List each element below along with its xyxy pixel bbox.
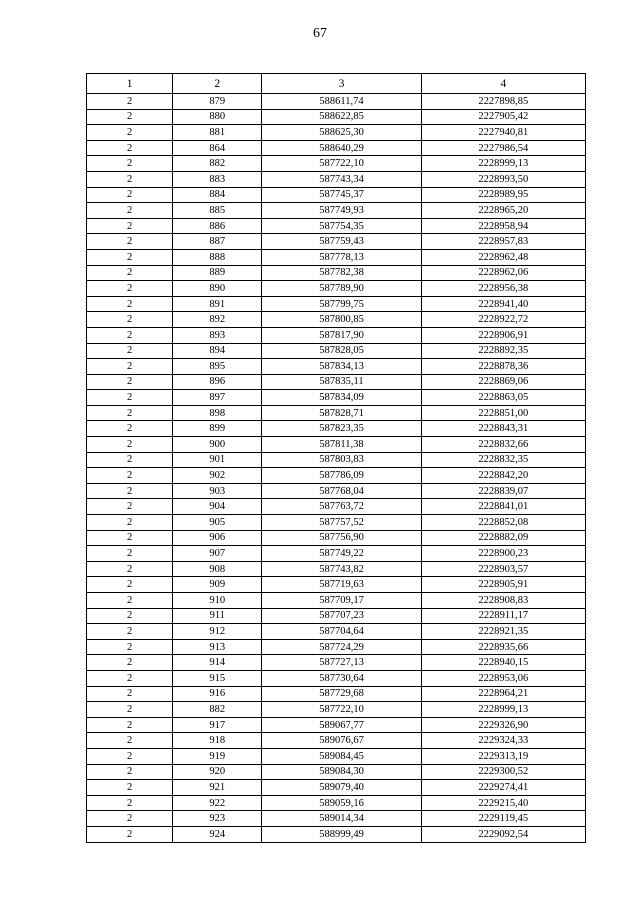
table-cell-col-1: 2	[87, 748, 173, 764]
table-cell-col-4: 2228922,72	[421, 312, 585, 328]
table-cell-col-2: 917	[173, 717, 262, 733]
table-cell-col-2: 909	[173, 577, 262, 593]
table-cell-col-4: 2228832,35	[421, 452, 585, 468]
table-cell-col-4: 2228841,01	[421, 499, 585, 515]
table-cell-col-3: 587768,04	[262, 483, 421, 499]
table-cell-col-3: 587834,09	[262, 390, 421, 406]
table-cell-col-3: 587709,17	[262, 593, 421, 609]
table-row	[87, 94, 586, 110]
table-cell-col-4: 2228892,35	[421, 343, 585, 359]
table-row	[87, 655, 586, 671]
table-cell-col-3: 587763,72	[262, 499, 421, 515]
table-row	[87, 593, 586, 609]
table-cell-col-1: 2	[87, 624, 173, 640]
table-row	[87, 733, 586, 749]
table-cell-col-3: 587722,10	[262, 156, 421, 172]
table-cell-col-3: 587707,23	[262, 608, 421, 624]
table-cell-col-2: 897	[173, 390, 262, 406]
table-row	[87, 374, 586, 390]
table-cell-col-2: 916	[173, 686, 262, 702]
table-cell-col-3: 587782,38	[262, 265, 421, 281]
table-cell-col-4: 2228905,91	[421, 577, 585, 593]
table-cell-col-1: 2	[87, 764, 173, 780]
table-cell-col-3: 587823,35	[262, 421, 421, 437]
table-row	[87, 608, 586, 624]
table-cell-col-2: 919	[173, 748, 262, 764]
table-cell-col-2: 890	[173, 281, 262, 297]
table-cell-col-4: 2228863,05	[421, 390, 585, 406]
table-row	[87, 561, 586, 577]
table-cell-col-1: 2	[87, 171, 173, 187]
table-cell-col-3: 589076,67	[262, 733, 421, 749]
table-row	[87, 296, 586, 312]
table-cell-col-2: 900	[173, 437, 262, 453]
table-cell-col-1: 2	[87, 281, 173, 297]
table-row	[87, 187, 586, 203]
table-cell-col-4: 2228843,31	[421, 421, 585, 437]
table-row	[87, 499, 586, 515]
table-cell-col-3: 587719,63	[262, 577, 421, 593]
table-row	[87, 795, 586, 811]
table-cell-col-4: 2229324,33	[421, 733, 585, 749]
table-row	[87, 764, 586, 780]
table-cell-col-1: 2	[87, 452, 173, 468]
table-row	[87, 343, 586, 359]
table-cell-col-3: 587743,82	[262, 561, 421, 577]
table-cell-col-2: 908	[173, 561, 262, 577]
table-header	[87, 74, 586, 94]
table-cell-col-3: 587729,68	[262, 686, 421, 702]
table-cell-col-3: 587828,71	[262, 405, 421, 421]
table-cell-col-4: 2229119,45	[421, 811, 585, 827]
table-cell-col-1: 2	[87, 296, 173, 312]
table-cell-col-2: 879	[173, 94, 262, 110]
table-header-row	[87, 74, 586, 94]
table-cell-col-1: 2	[87, 109, 173, 125]
table-cell-col-1: 2	[87, 499, 173, 515]
table-cell-col-3: 587803,83	[262, 452, 421, 468]
table-cell-col-1: 2	[87, 733, 173, 749]
table-cell-col-3: 588999,49	[262, 826, 421, 842]
table-cell-col-2: 864	[173, 140, 262, 156]
table-cell-col-1: 2	[87, 561, 173, 577]
table-cell-col-3: 587811,38	[262, 437, 421, 453]
table-cell-col-2: 914	[173, 655, 262, 671]
table-cell-col-2: 905	[173, 515, 262, 531]
table-cell-col-4: 2228842,20	[421, 468, 585, 484]
table-row	[87, 515, 586, 531]
table-cell-col-2: 915	[173, 670, 262, 686]
table-cell-col-1: 2	[87, 234, 173, 250]
table-row	[87, 686, 586, 702]
table-cell-col-1: 2	[87, 826, 173, 842]
table-cell-col-4: 2228962,06	[421, 265, 585, 281]
table-cell-col-3: 588625,30	[262, 125, 421, 141]
table-cell-col-2: 889	[173, 265, 262, 281]
table-cell-col-3: 588640,29	[262, 140, 421, 156]
table-cell-col-1: 2	[87, 639, 173, 655]
table-cell-col-1: 2	[87, 140, 173, 156]
table-cell-col-2: 906	[173, 530, 262, 546]
table-row	[87, 390, 586, 406]
table-cell-col-1: 2	[87, 670, 173, 686]
table-row	[87, 530, 586, 546]
table-cell-col-2: 888	[173, 249, 262, 265]
table-cell-col-4: 2228957,83	[421, 234, 585, 250]
table-cell-col-3: 587749,93	[262, 203, 421, 219]
table-cell-col-3: 587745,37	[262, 187, 421, 203]
table-cell-col-4: 2228852,08	[421, 515, 585, 531]
table-cell-col-3: 587757,52	[262, 515, 421, 531]
table-row	[87, 748, 586, 764]
column-header-1: 1	[87, 74, 173, 94]
table-cell-col-1: 2	[87, 577, 173, 593]
table-cell-col-1: 2	[87, 203, 173, 219]
table-cell-col-3: 587743,34	[262, 171, 421, 187]
table-cell-col-4: 2228962,48	[421, 249, 585, 265]
table-row	[87, 437, 586, 453]
table-cell-col-1: 2	[87, 421, 173, 437]
table-cell-col-1: 2	[87, 125, 173, 141]
table-row	[87, 639, 586, 655]
table-cell-col-1: 2	[87, 312, 173, 328]
table-cell-col-1: 2	[87, 374, 173, 390]
table-body	[87, 94, 586, 843]
table-cell-col-1: 2	[87, 655, 173, 671]
table-cell-col-4: 2229274,41	[421, 780, 585, 796]
table-cell-col-1: 2	[87, 327, 173, 343]
table-cell-col-2: 907	[173, 546, 262, 562]
table-cell-col-4: 2227905,42	[421, 109, 585, 125]
table-cell-col-3: 587756,90	[262, 530, 421, 546]
table-row	[87, 203, 586, 219]
table-cell-col-1: 2	[87, 780, 173, 796]
table-cell-col-3: 587749,22	[262, 546, 421, 562]
table-row	[87, 826, 586, 842]
table-cell-col-4: 2228941,40	[421, 296, 585, 312]
table-cell-col-4: 2228908,83	[421, 593, 585, 609]
table-row	[87, 171, 586, 187]
table-cell-col-3: 587834,13	[262, 359, 421, 375]
table-row	[87, 140, 586, 156]
table-cell-col-3: 589079,40	[262, 780, 421, 796]
table-row	[87, 249, 586, 265]
table-cell-col-1: 2	[87, 359, 173, 375]
table-cell-col-4: 2228999,13	[421, 156, 585, 172]
table-cell-col-2: 882	[173, 702, 262, 718]
table-cell-col-2: 892	[173, 312, 262, 328]
table-cell-col-4: 2228935,66	[421, 639, 585, 655]
table-cell-col-4: 2229326,90	[421, 717, 585, 733]
table-cell-col-4: 2228965,20	[421, 203, 585, 219]
table-row	[87, 452, 586, 468]
table-cell-col-3: 587789,90	[262, 281, 421, 297]
table-cell-col-4: 2229313,19	[421, 748, 585, 764]
table-cell-col-2: 910	[173, 593, 262, 609]
table-cell-col-2: 880	[173, 109, 262, 125]
table-cell-col-1: 2	[87, 795, 173, 811]
table-row	[87, 405, 586, 421]
table-cell-col-4: 2228832,66	[421, 437, 585, 453]
table-cell-col-3: 588622,85	[262, 109, 421, 125]
table-cell-col-4: 2229092,54	[421, 826, 585, 842]
column-header-3: 3	[262, 74, 421, 94]
table-cell-col-1: 2	[87, 686, 173, 702]
table-cell-col-2: 898	[173, 405, 262, 421]
table-cell-col-1: 2	[87, 702, 173, 718]
table-cell-col-3: 589014,34	[262, 811, 421, 827]
table-row	[87, 421, 586, 437]
table-cell-col-1: 2	[87, 265, 173, 281]
table-cell-col-2: 881	[173, 125, 262, 141]
table-row	[87, 109, 586, 125]
table-cell-col-4: 2227898,85	[421, 94, 585, 110]
table-row	[87, 265, 586, 281]
table-cell-col-2: 901	[173, 452, 262, 468]
table-cell-col-1: 2	[87, 94, 173, 110]
table-cell-col-4: 2228878,36	[421, 359, 585, 375]
table-cell-col-1: 2	[87, 437, 173, 453]
table-cell-col-3: 587800,85	[262, 312, 421, 328]
table-row	[87, 156, 586, 172]
table-cell-col-1: 2	[87, 483, 173, 499]
table-row	[87, 359, 586, 375]
coordinates-table	[86, 73, 586, 843]
table-row	[87, 546, 586, 562]
table-cell-col-1: 2	[87, 156, 173, 172]
table-cell-col-4: 2228903,57	[421, 561, 585, 577]
table-cell-col-4: 2228900,23	[421, 546, 585, 562]
table-cell-col-2: 899	[173, 421, 262, 437]
table-cell-col-2: 924	[173, 826, 262, 842]
table-cell-col-4: 2228999,13	[421, 702, 585, 718]
table-cell-col-2: 923	[173, 811, 262, 827]
table-cell-col-3: 589084,30	[262, 764, 421, 780]
table-cell-col-2: 922	[173, 795, 262, 811]
table-cell-col-4: 2229215,40	[421, 795, 585, 811]
table-row	[87, 218, 586, 234]
table-cell-col-2: 921	[173, 780, 262, 796]
table-cell-col-3: 587722,10	[262, 702, 421, 718]
table-row	[87, 312, 586, 328]
table-cell-col-4: 2229300,52	[421, 764, 585, 780]
table-cell-col-2: 885	[173, 203, 262, 219]
table-cell-col-1: 2	[87, 343, 173, 359]
table-cell-col-3: 587799,75	[262, 296, 421, 312]
table-cell-col-3: 589059,16	[262, 795, 421, 811]
table-cell-col-3: 589067,77	[262, 717, 421, 733]
table-row	[87, 577, 586, 593]
table-cell-col-4: 2228911,17	[421, 608, 585, 624]
table-row	[87, 670, 586, 686]
page-number: 67	[313, 26, 327, 41]
table-row	[87, 624, 586, 640]
table-cell-col-1: 2	[87, 608, 173, 624]
table-cell-col-3: 587786,09	[262, 468, 421, 484]
table-cell-col-2: 887	[173, 234, 262, 250]
column-header-4: 4	[421, 74, 585, 94]
table-cell-col-4: 2228956,38	[421, 281, 585, 297]
table-cell-col-2: 913	[173, 639, 262, 655]
table-cell-col-3: 587817,90	[262, 327, 421, 343]
table-cell-col-2: 893	[173, 327, 262, 343]
table-row	[87, 780, 586, 796]
table-cell-col-2: 884	[173, 187, 262, 203]
table-cell-col-2: 903	[173, 483, 262, 499]
table-cell-col-1: 2	[87, 530, 173, 546]
table-cell-col-4: 2228989,95	[421, 187, 585, 203]
table-cell-col-2: 883	[173, 171, 262, 187]
table-cell-col-3: 587730,64	[262, 670, 421, 686]
table-cell-col-2: 895	[173, 359, 262, 375]
table-cell-col-4: 2228906,91	[421, 327, 585, 343]
table-cell-col-2: 920	[173, 764, 262, 780]
table-cell-col-2: 918	[173, 733, 262, 749]
table-cell-col-1: 2	[87, 593, 173, 609]
table-cell-col-4: 2228940,15	[421, 655, 585, 671]
table-cell-col-2: 894	[173, 343, 262, 359]
table-cell-col-3: 587759,43	[262, 234, 421, 250]
table-row	[87, 281, 586, 297]
table-cell-col-3: 587724,29	[262, 639, 421, 655]
table-row	[87, 327, 586, 343]
table-cell-col-2: 896	[173, 374, 262, 390]
table-cell-col-1: 2	[87, 717, 173, 733]
table-cell-col-1: 2	[87, 218, 173, 234]
table-row	[87, 811, 586, 827]
table-cell-col-4: 2228882,09	[421, 530, 585, 546]
table-cell-col-3: 587828,05	[262, 343, 421, 359]
table-cell-col-2: 902	[173, 468, 262, 484]
table-cell-col-3: 587835,11	[262, 374, 421, 390]
table-cell-col-4: 2228851,00	[421, 405, 585, 421]
table-cell-col-1: 2	[87, 468, 173, 484]
table-cell-col-4: 2228839,07	[421, 483, 585, 499]
table-cell-col-4: 2227940,81	[421, 125, 585, 141]
table-cell-col-1: 2	[87, 811, 173, 827]
table-cell-col-4: 2228958,94	[421, 218, 585, 234]
table-row	[87, 483, 586, 499]
table-cell-col-4: 2228993,50	[421, 171, 585, 187]
table-cell-col-2: 912	[173, 624, 262, 640]
table-cell-col-1: 2	[87, 515, 173, 531]
table-cell-col-2: 911	[173, 608, 262, 624]
table-cell-col-2: 904	[173, 499, 262, 515]
table-cell-col-1: 2	[87, 249, 173, 265]
table-row	[87, 125, 586, 141]
column-header-2: 2	[173, 74, 262, 94]
table-cell-col-2: 886	[173, 218, 262, 234]
table-cell-col-2: 882	[173, 156, 262, 172]
table-cell-col-2: 891	[173, 296, 262, 312]
table-cell-col-1: 2	[87, 390, 173, 406]
table-row	[87, 234, 586, 250]
table-cell-col-3: 587754,35	[262, 218, 421, 234]
table-cell-col-4: 2228869,06	[421, 374, 585, 390]
table-cell-col-4: 2228953,06	[421, 670, 585, 686]
table-cell-col-1: 2	[87, 187, 173, 203]
table-cell-col-1: 2	[87, 546, 173, 562]
table-cell-col-1: 2	[87, 405, 173, 421]
table-row	[87, 702, 586, 718]
table-cell-col-4: 2227986,54	[421, 140, 585, 156]
table-row	[87, 468, 586, 484]
table-cell-col-3: 587727,13	[262, 655, 421, 671]
table-cell-col-4: 2228964,21	[421, 686, 585, 702]
table-row	[87, 717, 586, 733]
table-cell-col-4: 2228921,35	[421, 624, 585, 640]
table-cell-col-3: 589084,45	[262, 748, 421, 764]
table-cell-col-3: 588611,74	[262, 94, 421, 110]
table-cell-col-3: 587704,64	[262, 624, 421, 640]
table-cell-col-3: 587778,13	[262, 249, 421, 265]
